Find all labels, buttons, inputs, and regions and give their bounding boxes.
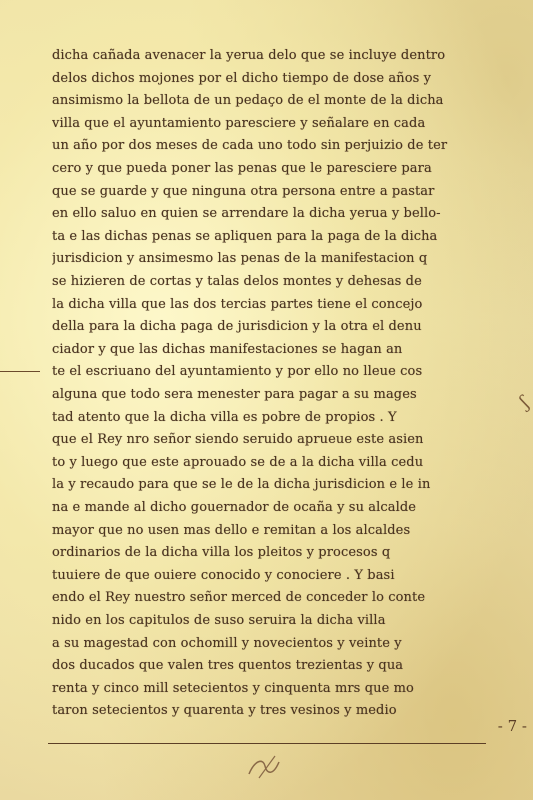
manuscript-line: cero y que pueda poner las penas que le paresciere para bbox=[52, 161, 432, 176]
manuscript-line: delos dichos mojones por el dicho tiempo de dose años y bbox=[52, 70, 432, 86]
manuscript-line: villa que el ayuntamiento paresciere y señalare en cada bbox=[52, 115, 426, 131]
manuscript-line: la y recaudo para que se le de la dicha jurisdicion e le in bbox=[52, 477, 431, 493]
rubric-flourish bbox=[245, 752, 285, 782]
manuscript-line: ta e las dichas penas se apliquen para la paga de la dicha bbox=[52, 228, 438, 244]
page-mark: - 7 - bbox=[497, 717, 527, 735]
margin-annotation: ʃ bbox=[516, 392, 533, 413]
manuscript-line: un año por dos meses de cada uno todo sin perjuizio de ter bbox=[52, 138, 448, 154]
manuscript-line: que el Rey nro señor siendo seruido aprueue este asien bbox=[52, 432, 424, 448]
manuscript-line: ordinarios de la dicha villa los pleitos y procesos q bbox=[52, 545, 391, 561]
manuscript-line: dos ducados que valen tres quentos trezientas y qua bbox=[52, 658, 404, 674]
manuscript-line: ciador y que las dichas manifestaciones se hagan an bbox=[52, 341, 403, 357]
manuscript-line: tuuiere de que ouiere conocido y conociere . Y basi bbox=[52, 567, 395, 583]
manuscript-line: taron setecientos y quarenta y tres vesinos y medio bbox=[52, 703, 397, 719]
manuscript-line: alguna que todo sera menester para pagar a su mages bbox=[52, 387, 417, 402]
manuscript-line: la dicha villa que las dos tercias partes tiene el concejo bbox=[52, 296, 423, 312]
manuscript-line: jurisdicion y ansimesmo las penas de la manifestacion q bbox=[52, 251, 428, 267]
manuscript-line: renta y cinco mill setecientos y cinquenta mrs que mo bbox=[52, 680, 414, 696]
manuscript-line: mayor que no usen mas dello e remitan a los alcaldes bbox=[52, 522, 411, 538]
manuscript-line: que se guarde y que ninguna otra persona entre a pastar bbox=[52, 183, 435, 199]
manuscript-line: en ello saluo en quien se arrendare la dicha yerua y bello- bbox=[52, 206, 441, 222]
manuscript-line: to y luego que este aprouado se de a la dicha villa cedu bbox=[52, 454, 424, 470]
manuscript-line: ansimismo la bellota de un pedaço de el monte de la dicha bbox=[52, 93, 444, 109]
closing-rule bbox=[48, 743, 486, 744]
margin-dash bbox=[0, 371, 40, 372]
manuscript-line: tad atento que la dicha villa es pobre de propios . Y bbox=[52, 409, 397, 425]
manuscript-line: dicha cañada avenacer la yerua delo que se incluye dentro bbox=[52, 48, 446, 63]
manuscript-line: se hizieren de cortas y talas delos montes y dehesas de bbox=[52, 274, 422, 289]
manuscript-line: nido en los capitulos de suso seruira la dicha villa bbox=[52, 613, 386, 628]
manuscript-line: endo el Rey nuestro señor merced de conceder lo conte bbox=[52, 590, 426, 606]
manuscript-line: na e mande al dicho gouernador de ocaña y su alcalde bbox=[52, 500, 417, 515]
manuscript-line: te el escriuano del ayuntamiento y por ello no lleue cos bbox=[52, 364, 423, 380]
manuscript-line: della para la dicha paga de jurisdicion y la otra el denu bbox=[52, 319, 422, 335]
manuscript-line: a su magestad con ochomill y novecientos y veinte y bbox=[52, 635, 402, 651]
